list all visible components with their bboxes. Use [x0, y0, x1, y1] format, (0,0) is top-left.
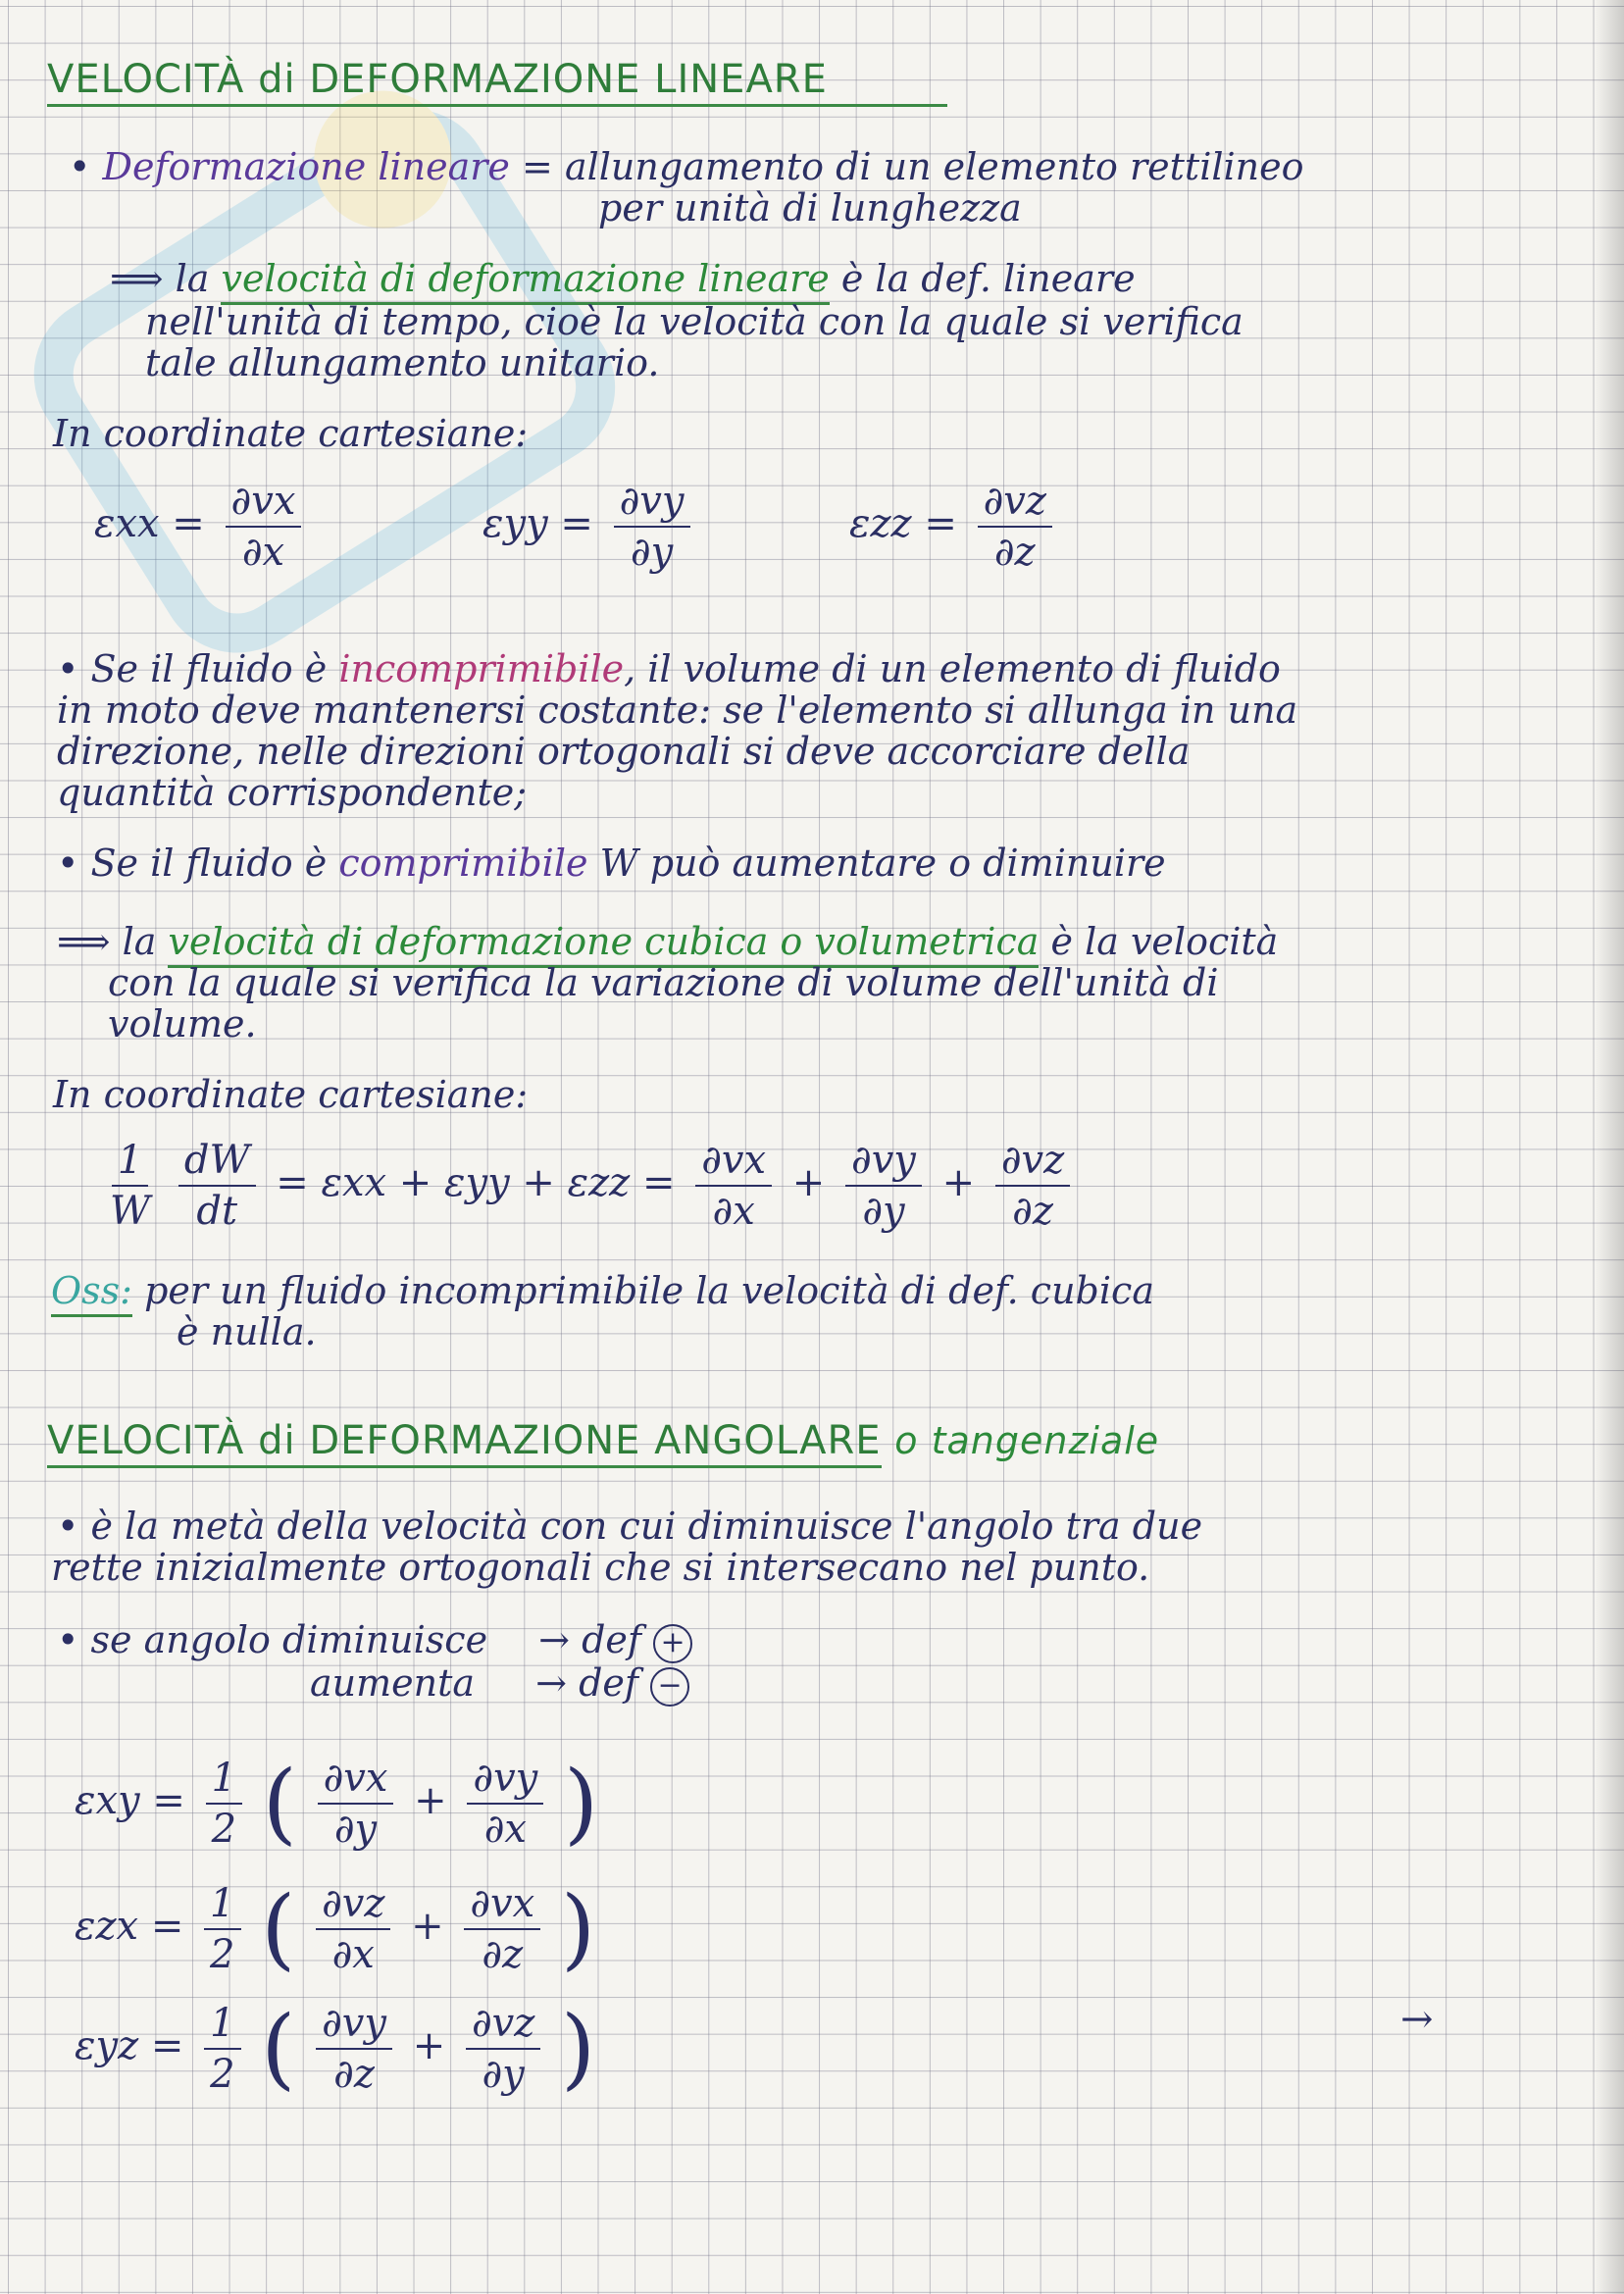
oss-text-1: per un fluido incomprimibile la velocità di def. cubica [144, 1269, 1154, 1312]
angular-def-line-2: rette inizialmente ortogonali che si intersecano nel punto. [51, 1546, 1150, 1589]
eyy-lhs: εyy = [482, 501, 593, 546]
cubic-post: è la velocità [1050, 920, 1279, 963]
cubic-line-3: volume. [108, 1002, 257, 1045]
minus-circle-icon: − [650, 1667, 689, 1707]
rate-linear-line-2: nell'unità di tempo, cioè la velocità con la quale si verifica [145, 300, 1243, 343]
exx-fraction: $\frac{\partial vx}{\partial x}$ [226, 479, 302, 575]
equation-eyy [482, 479, 698, 575]
comp-pre: Se il fluido è [90, 841, 328, 885]
section-title-angular-main: VELOCITÀ di DEFORMAZIONE ANGOLARE [47, 1418, 882, 1468]
angle-rule-decreases: diminuisce [282, 1618, 488, 1661]
comp-term: comprimibile [338, 841, 588, 885]
exx-lhs: εxx = [94, 501, 205, 546]
definition-line-2: per unità di lunghezza [598, 186, 1022, 229]
coord-label-1: In coordinate cartesiane: [53, 412, 529, 455]
incomp-line-1: • Se il fluido è incomprimibile, il volume di un elemento di fluido [57, 647, 1281, 690]
incomp-pre: Se il fluido è [90, 647, 328, 690]
vol-term-y: $\frac{\partial vy}{\partial y}$ [845, 1138, 922, 1234]
definition-text-1: allungamento di un elemento rettilineo [564, 145, 1304, 188]
oss-line-2: è nulla. [177, 1310, 317, 1353]
section-title-angular [47, 1418, 1159, 1463]
rate-linear-line-3: tale allungamento unitario. [145, 341, 660, 384]
angle-rule-line-1: • se angolo diminuisce → def + [57, 1618, 692, 1663]
rate-linear-line-1 [110, 257, 1136, 300]
definition-term: Deformazione lineare [102, 145, 510, 188]
incomp-term: incomprimibile [338, 647, 625, 690]
cubic-line-1 [57, 920, 1278, 963]
incomp-post: , il volume di un elemento di fluido [624, 647, 1281, 690]
coord-label-2: In coordinate cartesiane: [53, 1073, 529, 1116]
angular-def-text-1: è la metà della velocità con cui diminuisce l'angolo tra due [90, 1504, 1203, 1548]
equation-exx [94, 479, 309, 575]
section-title-angular-suffix: o tangenziale [894, 1419, 1160, 1462]
plus-circle-icon: + [653, 1624, 692, 1663]
incomp-line-3: direzione, nelle direzioni ortogonali si deve accorciare della [57, 730, 1191, 773]
ezz-fraction: $\frac{\partial vz}{\partial z}$ [978, 479, 1052, 575]
cubic-pre: la [122, 920, 157, 963]
comp-line: • Se il fluido è comprimibile W può aumentare o diminuire [57, 841, 1166, 885]
equation-exy: εxy = $\frac{1}{2}$ ( $\frac{\partial vx}{\partial y}$ + $\frac{\partial vy}{\partial x}$ ) [75, 1752, 599, 1855]
equation-ezx: εzx = $\frac{1}{2}$ ( $\frac{\partial vz}{\partial x}$ + $\frac{\partial vx}{\partial z}$ ) [75, 1877, 596, 1980]
vol-frac-1: $\frac{1}{W}$ [110, 1138, 151, 1234]
comp-post: W può aumentare o diminuire [599, 841, 1166, 885]
vol-term-z: $\frac{\partial vz}{\partial z}$ [995, 1138, 1070, 1234]
oss-line-1 [51, 1269, 1154, 1312]
rate-linear-term: velocità di deformazione lineare [221, 257, 829, 305]
implies-arrow-2: ⟹ [57, 920, 111, 963]
volumetric-equation: $\frac{1}{W}$ $\frac{dW}{dt}$ = εxx + εyy + εzz = $\frac{\partial vx}{\partial x}$ + $\frac{\partial vy}{\partial y}$ + $\frac{\partial vz}{\partial z}$ [102, 1138, 1078, 1234]
definition-line-1: • Deformazione lineare = allungamento di un elemento rettilineo [69, 145, 1304, 188]
equation-ezz [849, 479, 1060, 575]
section-title-linear: VELOCITÀ di DEFORMAZIONE LINEARE [47, 57, 947, 107]
angular-def-line-1: • è la metà della velocità con cui diminuisce l'angolo tra due [57, 1504, 1203, 1548]
equation-eyz: εyz = $\frac{1}{2}$ ( $\frac{\partial vy}{\partial z}$ + $\frac{\partial vz}{\partial y}$ ) [75, 1997, 596, 2100]
vol-middle: = εxx + εyy + εzz = [276, 1160, 676, 1205]
incomp-line-2: in moto deve mantenersi costante: se l'elemento si allunga in una [57, 688, 1298, 732]
eyy-fraction: $\frac{\partial vy}{\partial y}$ [614, 479, 690, 575]
cubic-line-2: con la quale si verifica la variazione di volume dell'unità di [108, 961, 1219, 1004]
rate-linear-pre: la [175, 257, 210, 300]
oss-label: Oss: [51, 1269, 132, 1317]
page-edge-shadow [1595, 0, 1624, 2294]
vol-term-x: $\frac{\partial vx}{\partial x}$ [695, 1138, 772, 1234]
angle-rule-increases: aumenta [310, 1661, 476, 1705]
vol-frac-2: $\frac{dW}{dt}$ [178, 1138, 256, 1234]
incomp-line-4: quantità corrispondente; [57, 771, 528, 814]
continue-arrow-icon: → [1400, 1997, 1434, 2042]
ezz-lhs: εzz = [849, 501, 957, 546]
implies-arrow: ⟹ [110, 257, 164, 300]
angle-rule-pre: se angolo [90, 1618, 271, 1661]
rate-linear-post: è la def. lineare [840, 257, 1136, 300]
cubic-term: velocità di deformazione cubica o volumetrica [168, 920, 1039, 968]
angle-rule-line-2: aumenta → def − [310, 1661, 689, 1707]
equals-sign: = [522, 145, 553, 188]
